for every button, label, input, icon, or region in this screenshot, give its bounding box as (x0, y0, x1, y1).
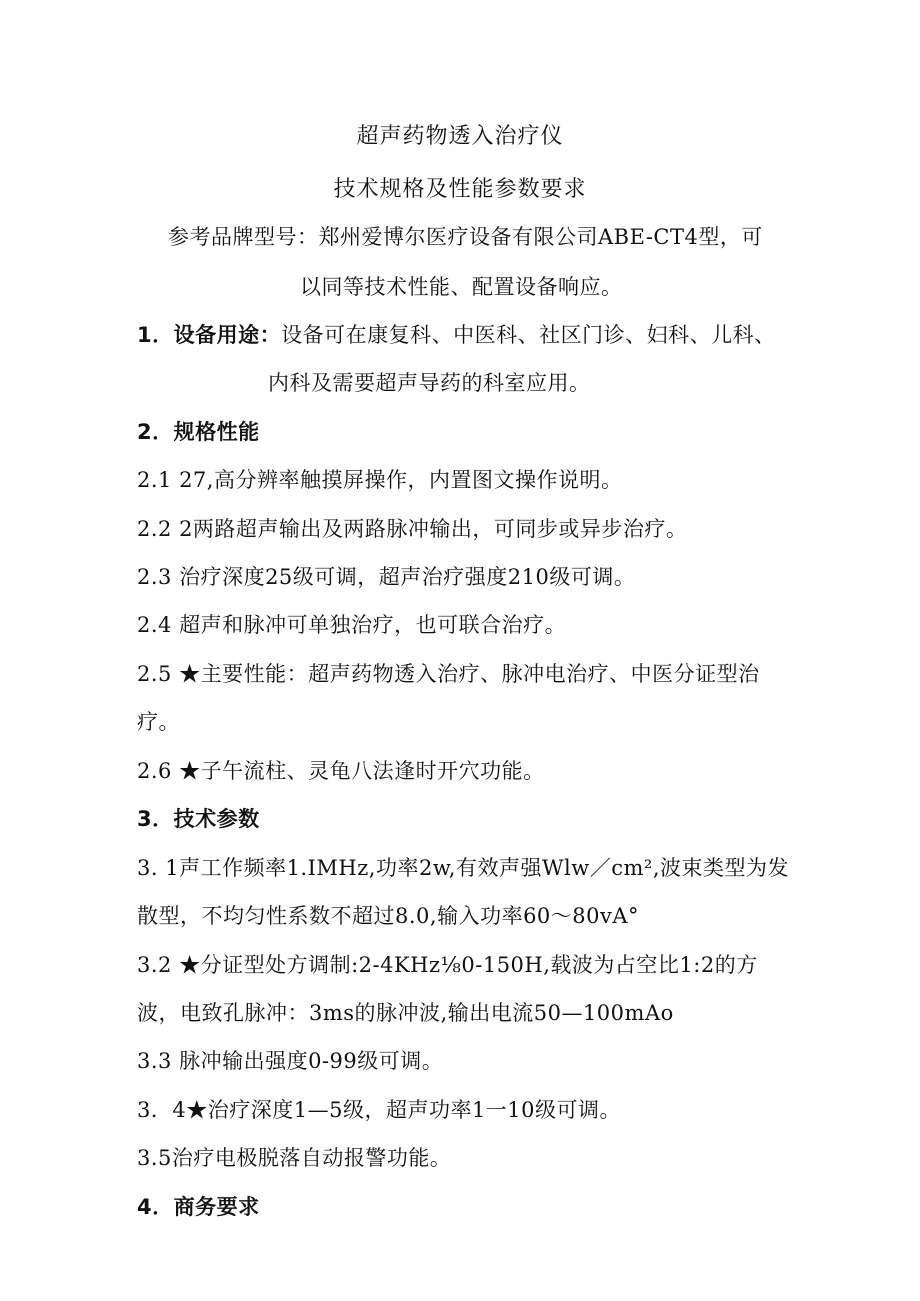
item-3-1-continued: 散型，不均匀性系数不超过8.0,输入功率60～80vA° (137, 904, 640, 928)
reference-model-line-1: 参考品牌型号：郑州爱博尔医疗设备有限公司ABE-CT4型，可 (168, 225, 763, 249)
item-2-5-continued: 疗。 (137, 710, 180, 734)
document-title: 超声药物透入治疗仪 (356, 124, 564, 149)
reference-model-line-2: 以同等技术性能、配置设备响应。 (300, 275, 623, 299)
item-2-1: 2.1 27,高分辨率触摸屏操作，内置图文操作说明。 (137, 468, 623, 492)
item-2-5: 2.5 ★主要性能：超声药物透入治疗、脉冲电治疗、中医分证型治 (137, 662, 760, 686)
item-2-2: 2.2 2两路超声输出及两路脉冲输出，可同步或异步治疗。 (137, 517, 688, 541)
item-3-4: 3．4★治疗深度1—5级，超声功率1一10级可调。 (137, 1098, 622, 1122)
item-3-2-continued: 波，电致孔脉冲：3ms的脉冲波,输出电流50—100mAo (137, 1001, 674, 1025)
section-1-text: 设备可在康复科、中医科、社区门诊、妇科、儿科、 (281, 323, 776, 347)
item-2-3: 2.3 治疗深度25级可调，超声治疗强度210级可调。 (137, 565, 636, 589)
document-subtitle: 技术规格及性能参数要求 (333, 177, 587, 202)
section-2-heading: 2．规格性能 (137, 420, 260, 444)
section-1-text-continued: 内科及需要超声导药的科室应用。 (268, 371, 591, 395)
section-4-heading: 4．商务要求 (137, 1195, 260, 1219)
item-3-2: 3.2 ★分证型处方调制:2-4KHz⅛0-150H,载波为占空比1:2的方 (137, 953, 758, 977)
section-1-paragraph (137, 320, 776, 350)
item-3-5: 3.5治疗电极脱落自动报警功能。 (137, 1146, 452, 1170)
item-2-4: 2.4 超声和脉冲可单独治疗，也可联合治疗。 (137, 613, 567, 637)
item-3-1: 3. 1声工作频率1.IMHz,功率2w,有效声强Wlw／cm²,波束类型为发 (137, 856, 790, 880)
item-3-3: 3.3 脉冲输出强度0-99级可调。 (137, 1049, 444, 1073)
item-2-6: 2.6 ★子午流柱、灵龟八法逢时开穴功能。 (137, 759, 545, 783)
section-1-heading: 1．设备用途： (137, 323, 282, 347)
section-3-heading: 3．技术参数 (137, 807, 260, 831)
